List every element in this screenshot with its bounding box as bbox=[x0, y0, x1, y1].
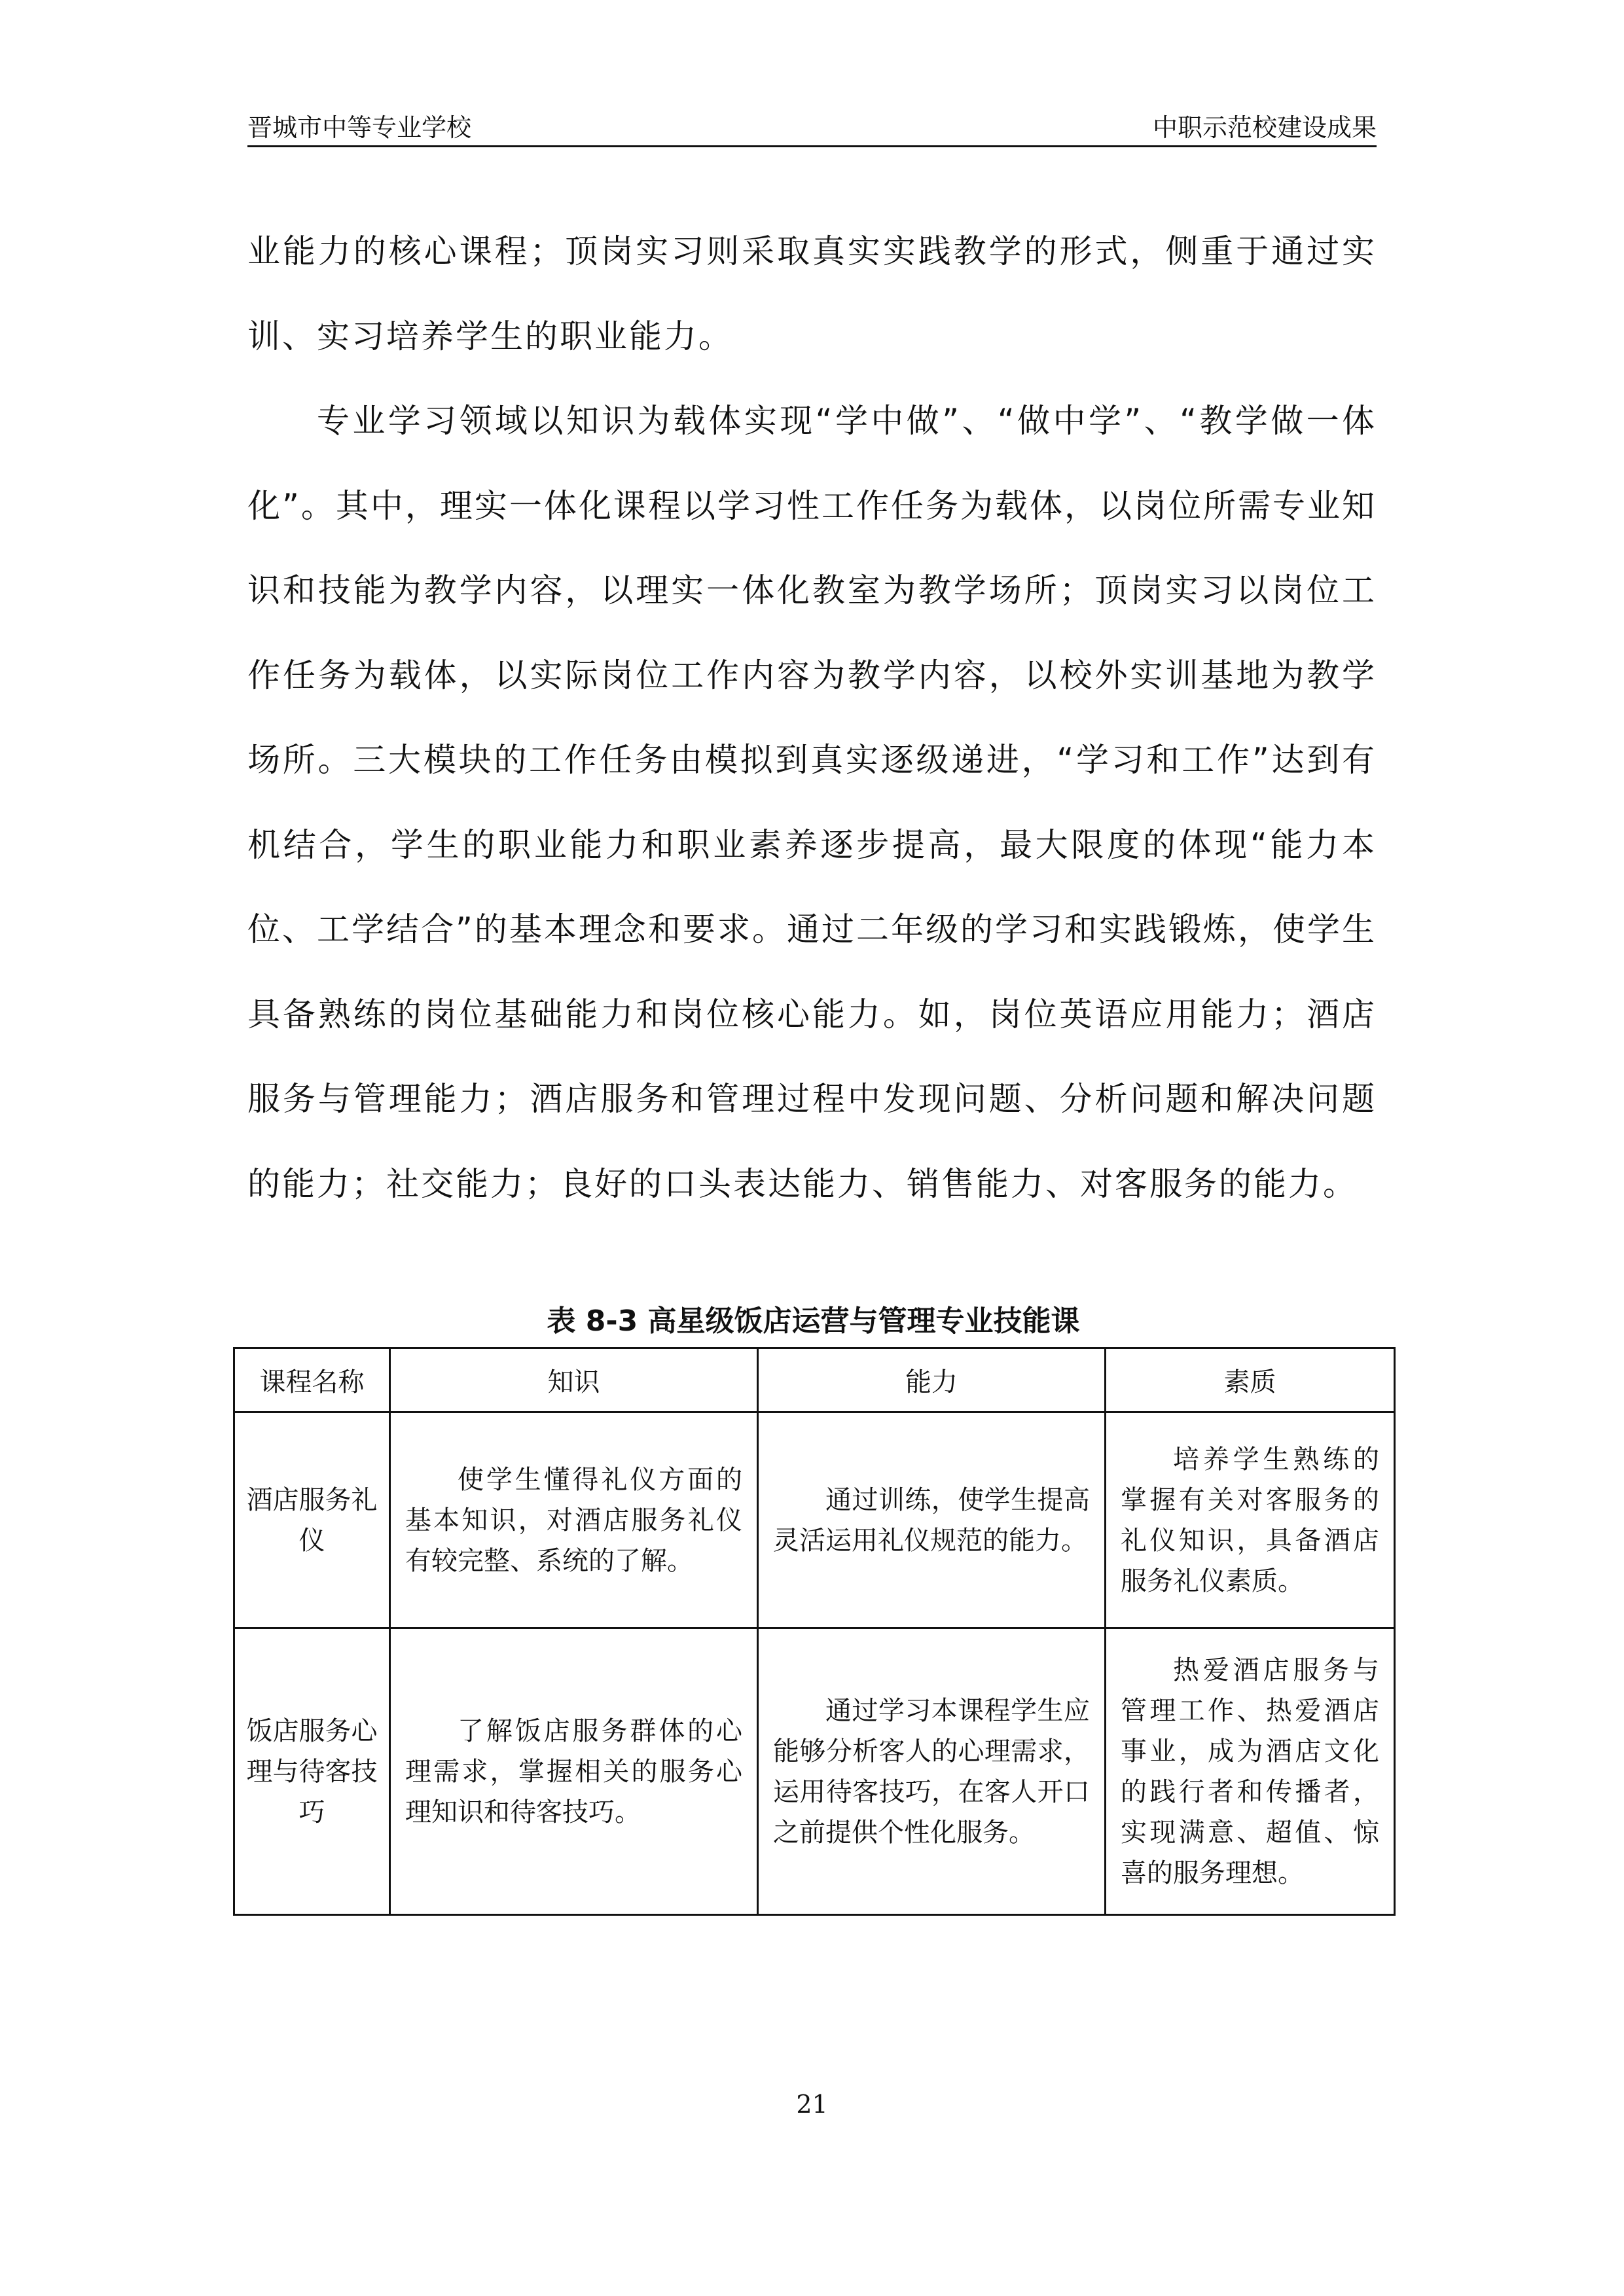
body-paragraph-1: 业能力的核心课程；顶岗实习则采取真实实践教学的形式，侧重于通过实训、实习培养学生的职业能力。 bbox=[247, 232, 1377, 355]
table-row bbox=[234, 1628, 1395, 1915]
knowledge-cell: 了解饭店服务群体的心理需求，掌握相关的服务心理知识和待客技巧。 bbox=[390, 1628, 758, 1915]
ability-cell: 通过训练，使学生提高灵活运用礼仪规范的能力。 bbox=[758, 1412, 1106, 1628]
table-header-row bbox=[234, 1348, 1395, 1412]
quality-cell: 培养学生熟练的掌握有关对客服务的礼仪知识，具备酒店服务礼仪素质。 bbox=[1106, 1412, 1395, 1628]
table-row bbox=[234, 1412, 1395, 1628]
column-header-course-name: 课程名称 bbox=[234, 1348, 390, 1412]
column-header-ability: 能力 bbox=[758, 1348, 1106, 1412]
course-name-cell: 饭店服务心理与待客技巧 bbox=[234, 1628, 390, 1915]
ability-cell: 通过学习本课程学生应能够分析客人的心理需求，运用待客技巧，在客人开口之前提供个性化服务。 bbox=[758, 1628, 1106, 1915]
header-divider bbox=[247, 145, 1377, 147]
quality-cell: 热爱酒店服务与管理工作、热爱酒店事业，成为酒店文化的践行者和传播者，实现满意、超值、惊喜的服务理想。 bbox=[1106, 1628, 1395, 1915]
header-school-name: 晋城市中等专业学校 bbox=[247, 113, 472, 142]
skills-course-table bbox=[233, 1347, 1396, 1916]
table-caption: 表 8-3 高星级饭店运营与管理专业技能课 bbox=[547, 1304, 1080, 1338]
header-document-title: 中职示范校建设成果 bbox=[1152, 113, 1377, 142]
column-header-knowledge: 知识 bbox=[390, 1348, 758, 1412]
page-number: 21 bbox=[796, 2090, 828, 2119]
body-paragraph-2: 专业学习领域以知识为载体实现“学中做”、“做中学”、“教学做一体化”。其中，理实一体化课程以学习性工作任务为载体，以岗位所需专业知识和技能为教学内容，以理实一体化教室为教学场所；顶岗实习以岗位工作任务为载体，以实际岗位工作内容为教学内容，以校外实训基地为教学场所。三大模块的工作任务由模拟到真实逐级递进，“学习和工作”达到有机结合，学生的职业能力和职业素养逐步提高，最大限度的体现“能力本位、工学结合”的基本理念和要求。通过二年级的学习和实践锻炼，使学生具备熟练的岗位基础能力和岗位核心能力。如，岗位英语应用能力；酒店服务与管理能力；酒店服务和管理过程中发现问题、分析问题和解决问题的能力；社交能力；良好的口头表达能力、销售能力、对客服务的能力。 bbox=[247, 402, 1377, 1203]
column-header-quality: 素质 bbox=[1106, 1348, 1395, 1412]
knowledge-cell: 使学生懂得礼仪方面的基本知识，对酒店服务礼仪有较完整、系统的了解。 bbox=[390, 1412, 758, 1628]
course-name-cell: 酒店服务礼仪 bbox=[234, 1412, 390, 1628]
body-text bbox=[247, 209, 1377, 1227]
